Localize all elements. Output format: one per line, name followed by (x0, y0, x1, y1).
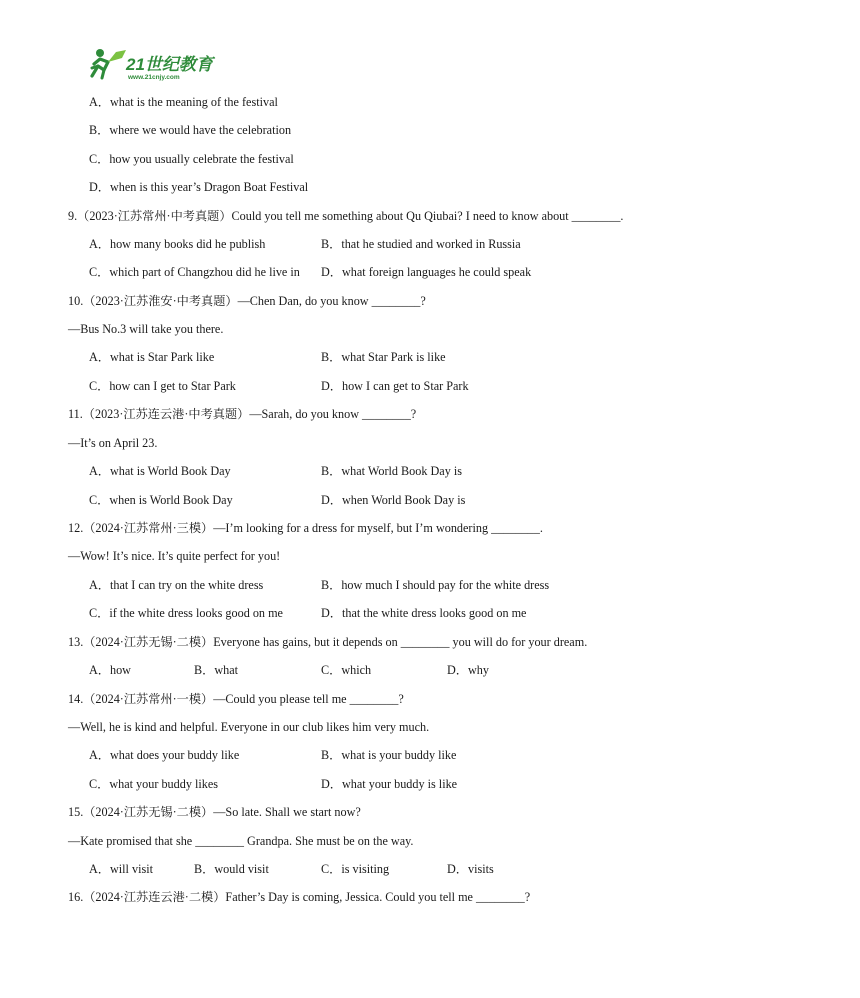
q10-options-row-1 (0, 349, 860, 365)
q10-option-d: D．how I can get to Star Park (321, 379, 469, 393)
q8-option-a: A．what is the meaning of the festival (89, 95, 278, 109)
q11-options-row-2 (0, 492, 860, 508)
q8-option-c: C．how you usually celebrate the festival (89, 152, 294, 166)
q11-option-c: C．when is World Book Day (89, 493, 233, 507)
q10-option-b: B．what Star Park is like (321, 350, 446, 364)
q14-stem: 14.（2024·江苏常州·一模）—Could you please tell me ________? (68, 692, 404, 706)
q15-reply: —Kate promised that she ________ Grandpa. She must be on the way. (68, 834, 414, 848)
q10-stem: 10.（2023·江苏淮安·中考真题）—Chen Dan, do you know ________? (68, 294, 426, 308)
q14-option-c: C．what your buddy likes (89, 777, 218, 791)
q8-option-d: D．when is this year’s Dragon Boat Festival (89, 180, 309, 194)
q12-option-a: A．that I can try on the white dress (89, 578, 264, 592)
q12-options-row-2 (0, 605, 860, 621)
q9-options-row-2 (0, 264, 860, 280)
q16-stem: 16.（2024·江苏连云港·二模）Father’s Day is coming, Jessica. Could you tell me ________? (68, 890, 531, 904)
q8-option-b: B．where we would have the celebration (89, 123, 292, 137)
q11-option-a: A．what is World Book Day (89, 464, 231, 478)
q14-option-b: B．what is your buddy like (321, 748, 457, 762)
q14-options-row-2 (0, 776, 860, 792)
q13-options-row (0, 662, 860, 678)
q15-stem: 15.（2024·江苏无锡·二模）—So late. Shall we start now? (68, 805, 361, 819)
q12-option-d: D．that the white dress looks good on me (321, 606, 527, 620)
site-logo (86, 46, 226, 82)
q9-option-d: D．what foreign languages he could speak (321, 265, 532, 279)
q10-option-a: A．what is Star Park like (89, 350, 215, 364)
q9-option-b: B．that he studied and worked in Russia (321, 237, 521, 251)
logo-text: 21世纪教育 (126, 55, 213, 74)
q9-option-c: C．which part of Changzhou did he live in (89, 265, 300, 279)
q12-reply: —Wow! It’s nice. It’s quite perfect for you! (68, 549, 281, 563)
runner-icon (92, 49, 126, 78)
q13-option-c: C．which (321, 663, 372, 677)
q10-reply: —Bus No.3 will take you there. (68, 322, 224, 336)
q15-option-b: B．would visit (194, 862, 269, 876)
q13-stem: 13.（2024·江苏无锡·二模）Everyone has gains, but it depends on ________ you will do for your dream. (68, 635, 588, 649)
q13-option-d: D．why (447, 663, 489, 677)
q11-options-row-1 (0, 463, 860, 479)
q15-options-row (0, 861, 860, 877)
q13-option-b: B．what (194, 663, 239, 677)
q11-option-b: B．what World Book Day is (321, 464, 462, 478)
q12-options-row-1 (0, 577, 860, 593)
q11-stem: 11.（2023·江苏连云港·中考真题）—Sarah, do you know ________? (68, 407, 417, 421)
q14-option-d: D．what your buddy is like (321, 777, 458, 791)
q10-options-row-2 (0, 378, 860, 394)
q15-option-d: D．visits (447, 862, 494, 876)
q15-option-c: C．is visiting (321, 862, 390, 876)
q14-option-a: A．what does your buddy like (89, 748, 240, 762)
logo-subtext: www.21cnjy.com (128, 74, 180, 81)
q9-stem: 9.（2023·江苏常州·中考真题）Could you tell me something about Qu Qiubai? I need to know about ________. (68, 209, 624, 223)
q14-options-row-1 (0, 747, 860, 763)
q9-option-a: A．how many books did he publish (89, 237, 266, 251)
q12-option-c: C．if the white dress looks good on me (89, 606, 283, 620)
q12-option-b: B．how much I should pay for the white dress (321, 578, 550, 592)
q15-option-a: A．will visit (89, 862, 153, 876)
q14-reply: —Well, he is kind and helpful. Everyone in our club likes him very much. (68, 720, 430, 734)
q11-option-d: D．when World Book Day is (321, 493, 466, 507)
q13-option-a: A．how (89, 663, 131, 677)
q9-options-row-1 (0, 236, 860, 252)
q11-reply: —It’s on April 23. (68, 436, 158, 450)
q10-option-c: C．how can I get to Star Park (89, 379, 236, 393)
q12-stem: 12.（2024·江苏常州·三模）—I’m looking for a dress for myself, but I’m wondering ________. (68, 521, 543, 535)
